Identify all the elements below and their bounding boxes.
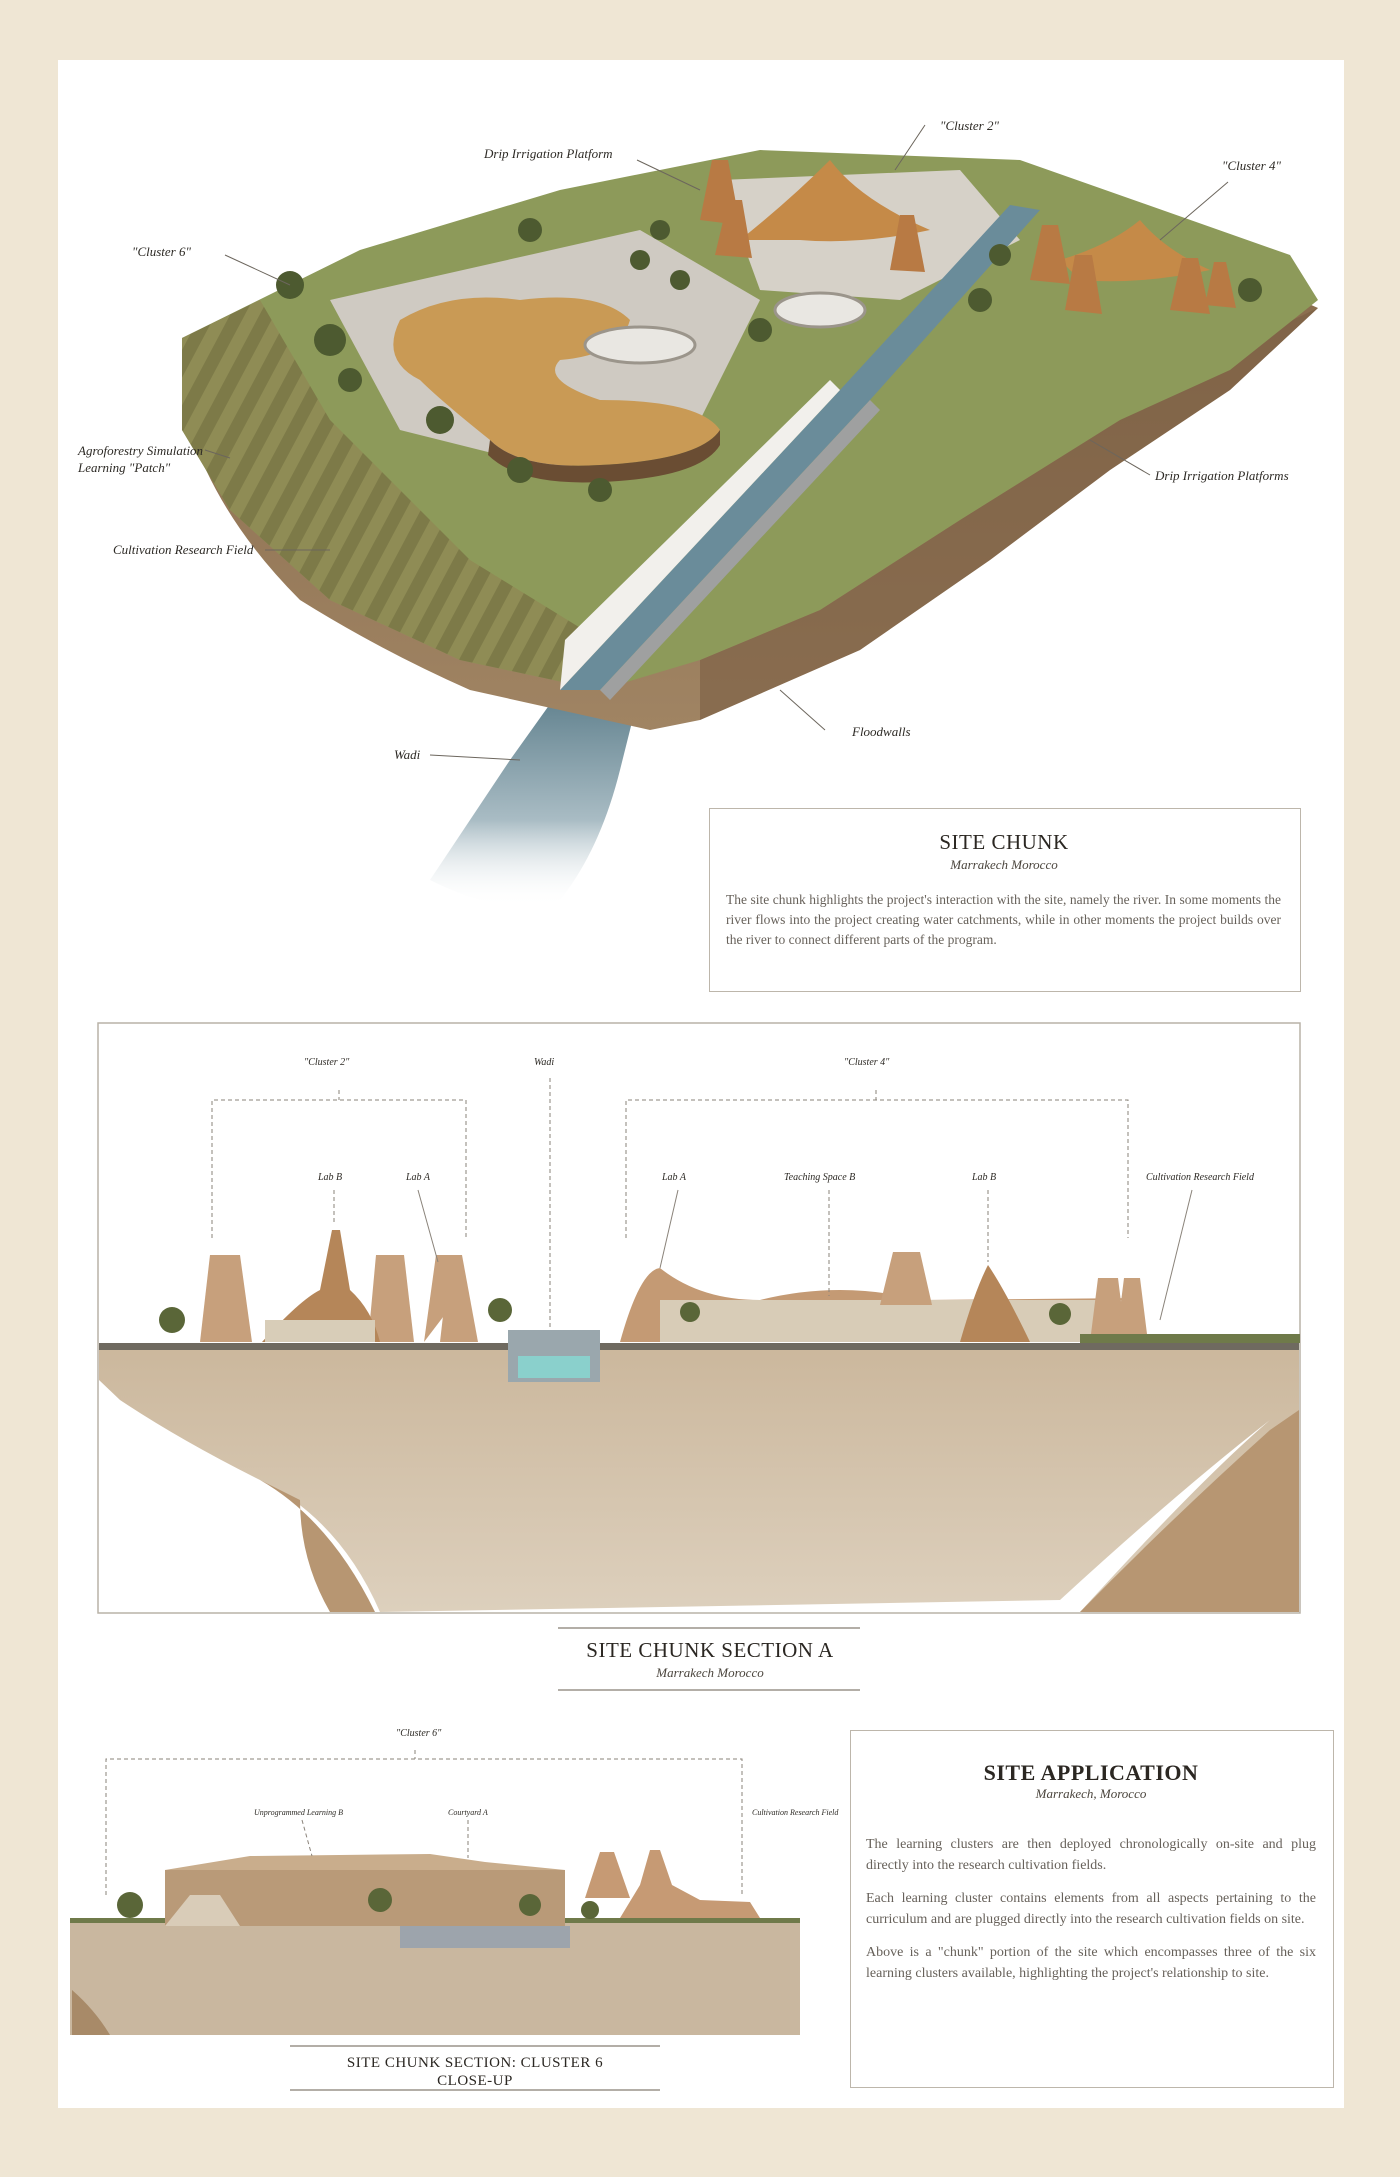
label-c6-cultivation: Cultivation Research Field [752, 1808, 839, 1817]
site-chunk-axonometric [182, 125, 1318, 907]
site-chunk-title: SITE CHUNK [939, 830, 1069, 854]
label-drip-irrigation-top: Drip Irrigation Platform [484, 146, 613, 161]
section-cluster6-drawing [70, 1750, 800, 2035]
site-application-location: Marrakech, Morocco [1035, 1786, 1147, 1801]
label-wadi: Wadi [394, 747, 421, 762]
site-application-title: SITE APPLICATION [983, 1760, 1199, 1785]
label-cultivation-field: Cultivation Research Field [113, 542, 254, 557]
site-application-paragraph: Each learning cluster contains elements from all aspects pertaining to the curriculum and are plugged directly into the research cultivation fields on site. [866, 1891, 1316, 1927]
label-sa-cluster-4: "Cluster 4" [844, 1057, 890, 1068]
section-a-drawing [98, 1023, 1300, 1613]
label-cluster-4-top: "Cluster 4" [1222, 158, 1281, 173]
site-chunk-description: The site chunk highlights the project's interaction with the site, namely the river. In some moments the river flows into the project creating water catchments, while in other moments the project builds over the river to connect different parts of the program. [726, 892, 1281, 947]
label-agroforestry: Agroforestry Simulation Learning "Patch" [78, 443, 204, 475]
waterfall [430, 690, 640, 907]
label-sa-teaching-space: Teaching Space B [784, 1172, 856, 1183]
label-c6-cluster-6: "Cluster 6" [396, 1728, 442, 1739]
label-sa-lab-b1: Lab B [318, 1172, 343, 1183]
label-sa-wadi: Wadi [534, 1057, 555, 1068]
label-sa-lab-a2: Lab A [662, 1172, 686, 1183]
section-c6-title-line1: SITE CHUNK SECTION: CLUSTER 6 [346, 2055, 604, 2071]
label-cluster-6-top: "Cluster 6" [132, 244, 191, 259]
site-application-paragraph: The learning clusters are then deployed chronologically on-site and plug directly into the research cultivation fields. [866, 1837, 1316, 1873]
label-c6-courtyard: Courtyard A [448, 1808, 488, 1817]
label-sa-cluster-2: "Cluster 2" [304, 1057, 350, 1068]
section-c6-title-line2: CLOSE-UP [437, 2073, 513, 2089]
section-a-title: SITE CHUNK SECTION A [586, 1638, 834, 1662]
label-sa-cultivation-field: Cultivation Research Field [1146, 1172, 1254, 1183]
label-cluster-2-top: "Cluster 2" [940, 118, 999, 133]
label-floodwalls: Floodwalls [852, 724, 911, 739]
label-sa-lab-a1: Lab A [406, 1172, 430, 1183]
section-a-location: Marrakech Morocco [656, 1665, 764, 1680]
site-chunk-location: Marrakech Morocco [950, 857, 1058, 872]
site-application-body [866, 1834, 1316, 1996]
label-c6-learning: Unprogrammed Learning B [254, 1808, 344, 1817]
label-drip-irrigation-right: Drip Irrigation Platforms [1155, 468, 1289, 483]
site-application-paragraph: Above is a "chunk" portion of the site which encompasses three of the six learning clusters available, highlighting the project's relationship to site. [866, 1945, 1316, 1981]
label-sa-lab-b2: Lab B [972, 1172, 997, 1183]
